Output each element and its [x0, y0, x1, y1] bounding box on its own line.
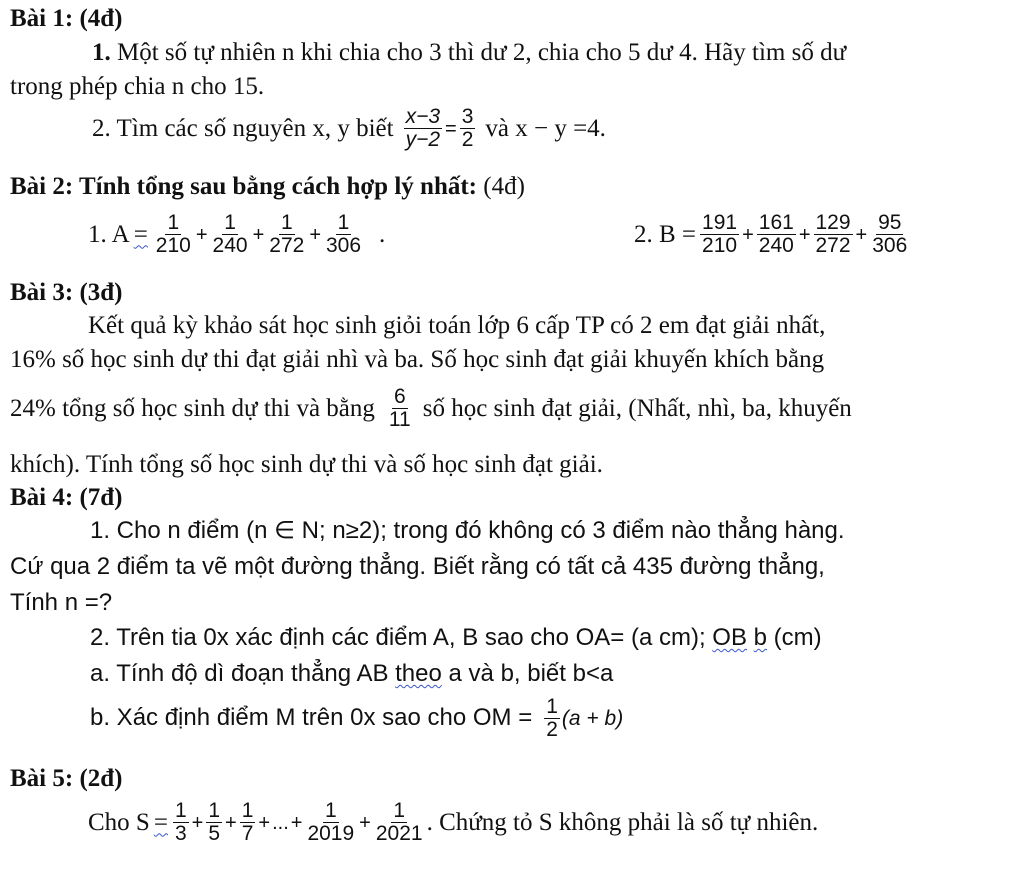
frac-den: 306 — [872, 234, 908, 258]
sum-b-frac-3 — [814, 212, 853, 257]
plus-sign: + — [191, 811, 204, 834]
frac-num: 95 — [878, 211, 902, 234]
frac-den: 2 — [461, 128, 474, 152]
frac-num: 1 — [208, 799, 221, 822]
bai5-frac-1-2021 — [374, 800, 425, 845]
bai4-l4-post: (cm) — [773, 624, 822, 651]
frac-den: y−2 — [405, 128, 441, 152]
frac-den: 3 — [174, 822, 187, 846]
frac-num: x−3 — [405, 105, 441, 128]
bai5-line — [88, 800, 818, 845]
bai5-frac-1-7 — [240, 800, 256, 845]
bai3-l3-pre: 24% tổng số học sinh dự thi và bằng — [10, 394, 375, 422]
plus-sign: + — [798, 223, 811, 246]
frac-den: 210 — [155, 234, 191, 258]
sum-a-frac-4 — [324, 212, 363, 257]
bai2-sum-a — [88, 212, 385, 257]
frac-den: 210 — [702, 234, 738, 258]
frac-den: 7 — [241, 822, 254, 846]
frac-den: 306 — [326, 234, 362, 258]
frac-den: 11 — [388, 408, 411, 432]
bai1-line2: trong phép chia n cho 15. — [10, 73, 265, 100]
sum-b-frac-4 — [870, 212, 909, 257]
bai3-line4: khích). Tính tổng số học sinh dự thi và số học sinh đạt giải. — [10, 451, 603, 478]
bai4-line2: Cứ qua 2 điểm ta vẽ một đường thẳng. Biết rằng có tất cả 435 đường thẳng, — [10, 553, 825, 580]
frac-den: 272 — [815, 234, 851, 258]
bai5-equals: = — [153, 808, 168, 836]
frac-num: 191 — [702, 211, 738, 234]
bai4-line1: 1. Cho n điểm (n ∈ N; n≥2); trong đó không có 3 điểm nào thẳng hàng. — [90, 517, 845, 544]
frac-num: 1 — [324, 799, 337, 822]
bai3-title: Bài 3: (3đ) — [10, 279, 123, 306]
bai1-part2 — [92, 106, 606, 151]
sum-a-equals: = — [133, 220, 148, 248]
bai3-fraction-6-11 — [387, 386, 413, 431]
bai3-l3-post: số học sinh đạt giải, (Nhất, nhì, ba, khuyến — [422, 394, 852, 422]
frac-den: 240 — [212, 234, 248, 258]
frac-num: 1 — [167, 211, 180, 234]
bai4-line6 — [90, 696, 623, 741]
frac-num: 1 — [280, 211, 293, 234]
bai4-l6-pre: b. Xác định điểm M trên 0x sao cho OM = — [90, 704, 533, 732]
bai5-frac-1-5 — [206, 800, 222, 845]
bai4-l6-post: (a + b) — [561, 706, 624, 730]
frac-num: 1 — [224, 211, 236, 234]
bai1-p1-num: 1. — [92, 39, 111, 66]
bai1-p2-post: và x − y =4. — [485, 114, 606, 142]
plus-sign: + — [258, 811, 271, 834]
bai2-points: (4đ) — [483, 173, 525, 200]
frac-den: 2 — [546, 718, 558, 742]
bai4-l4-b: b — [753, 624, 767, 651]
bai4-l4-ob: OB — [712, 624, 747, 651]
plus-sign: + — [252, 223, 265, 246]
bai5-title: Bài 5: (2đ) — [10, 765, 123, 792]
frac-den: 2021 — [375, 822, 423, 846]
plus-sign: + — [359, 811, 371, 834]
bai5-post: . Chứng tỏ S không phải là số tự nhiên. — [426, 808, 819, 836]
bai4-title: Bài 4: (7đ) — [10, 484, 123, 511]
plus-sign: + — [742, 223, 754, 246]
bai1-p2-pre: 2. Tìm các số nguyên x, y biết — [92, 114, 394, 142]
bai4-line3: Tính n =? — [10, 589, 113, 616]
bai5-pre: Cho S — [88, 808, 150, 836]
bai4-line4 — [90, 624, 822, 653]
plus-sign: + — [309, 223, 321, 246]
bai3-line2: 16% số học sinh dự thi đạt giải nhì và ba. Số học sinh đạt giải khuyến khích bằng — [10, 346, 825, 373]
bai4-l4-pre: 2. Trên tia 0x xác định các điểm A, B sao cho OA= (a cm); — [90, 624, 706, 651]
bai2-title — [10, 172, 525, 202]
bai4-l5-theo: theo — [395, 660, 442, 687]
sum-b-pre: 2. B = — [634, 220, 697, 248]
frac-num: 1 — [393, 799, 406, 822]
bai4-l5-post: a và b, biết b<a — [448, 660, 614, 687]
sum-a-frac-1 — [154, 212, 193, 257]
frac-num: 1 — [241, 799, 254, 822]
frac-num: 1 — [546, 695, 558, 718]
frac-num: 1 — [174, 799, 187, 822]
frac-den: 5 — [208, 822, 221, 846]
bai1-fraction-3-2 — [460, 106, 476, 151]
sum-b-frac-1 — [700, 212, 739, 257]
plus-sign: + — [290, 811, 303, 834]
bai4-fraction-1-2 — [544, 696, 560, 741]
bai1-fraction-xy — [404, 106, 442, 151]
bai5-frac-1-3 — [173, 800, 189, 845]
sum-a-frac-3 — [267, 212, 306, 257]
frac-den: 272 — [269, 234, 305, 258]
frac-den: 2019 — [307, 822, 355, 846]
sum-a-pre: 1. A — [88, 220, 130, 248]
plus-sign: + — [855, 223, 868, 246]
frac-num: 1 — [337, 211, 350, 234]
bai3-line1: Kết quả kỳ khảo sát học sinh giỏi toán lớp 6 cấp TP có 2 em đạt giải nhất, — [88, 312, 826, 339]
sum-a-frac-2 — [211, 212, 250, 257]
bai1-p1-text: Một số tự nhiên n khi chia cho 3 thì dư 2, chia cho 5 dư 4. Hãy tìm số dư — [117, 39, 847, 66]
bai1-title: Bài 1: (4đ) — [10, 5, 123, 32]
sum-a-end: . — [379, 220, 386, 248]
sum-b-frac-2 — [757, 212, 796, 257]
frac-num: 129 — [815, 211, 851, 234]
equals-sign: = — [445, 117, 457, 140]
plus-sign: + — [195, 223, 208, 246]
bai2-sum-b — [634, 212, 911, 257]
bai5-frac-1-2019 — [305, 800, 356, 845]
ellipsis: ... — [272, 811, 289, 834]
frac-den: 240 — [758, 234, 794, 258]
bai2-title-bold: Bài 2: Tính tổng sau bằng cách hợp lý nhất: — [10, 173, 477, 200]
bai4-line5 — [90, 660, 613, 689]
bai3-line3 — [10, 386, 852, 431]
frac-num: 161 — [758, 211, 794, 234]
frac-num: 6 — [393, 385, 406, 408]
plus-sign: + — [225, 811, 237, 834]
frac-num: 3 — [461, 105, 474, 128]
bai1-line1 — [92, 38, 846, 68]
bai4-l5-pre: a. Tính độ dì đoạn thẳng AB — [90, 660, 389, 687]
